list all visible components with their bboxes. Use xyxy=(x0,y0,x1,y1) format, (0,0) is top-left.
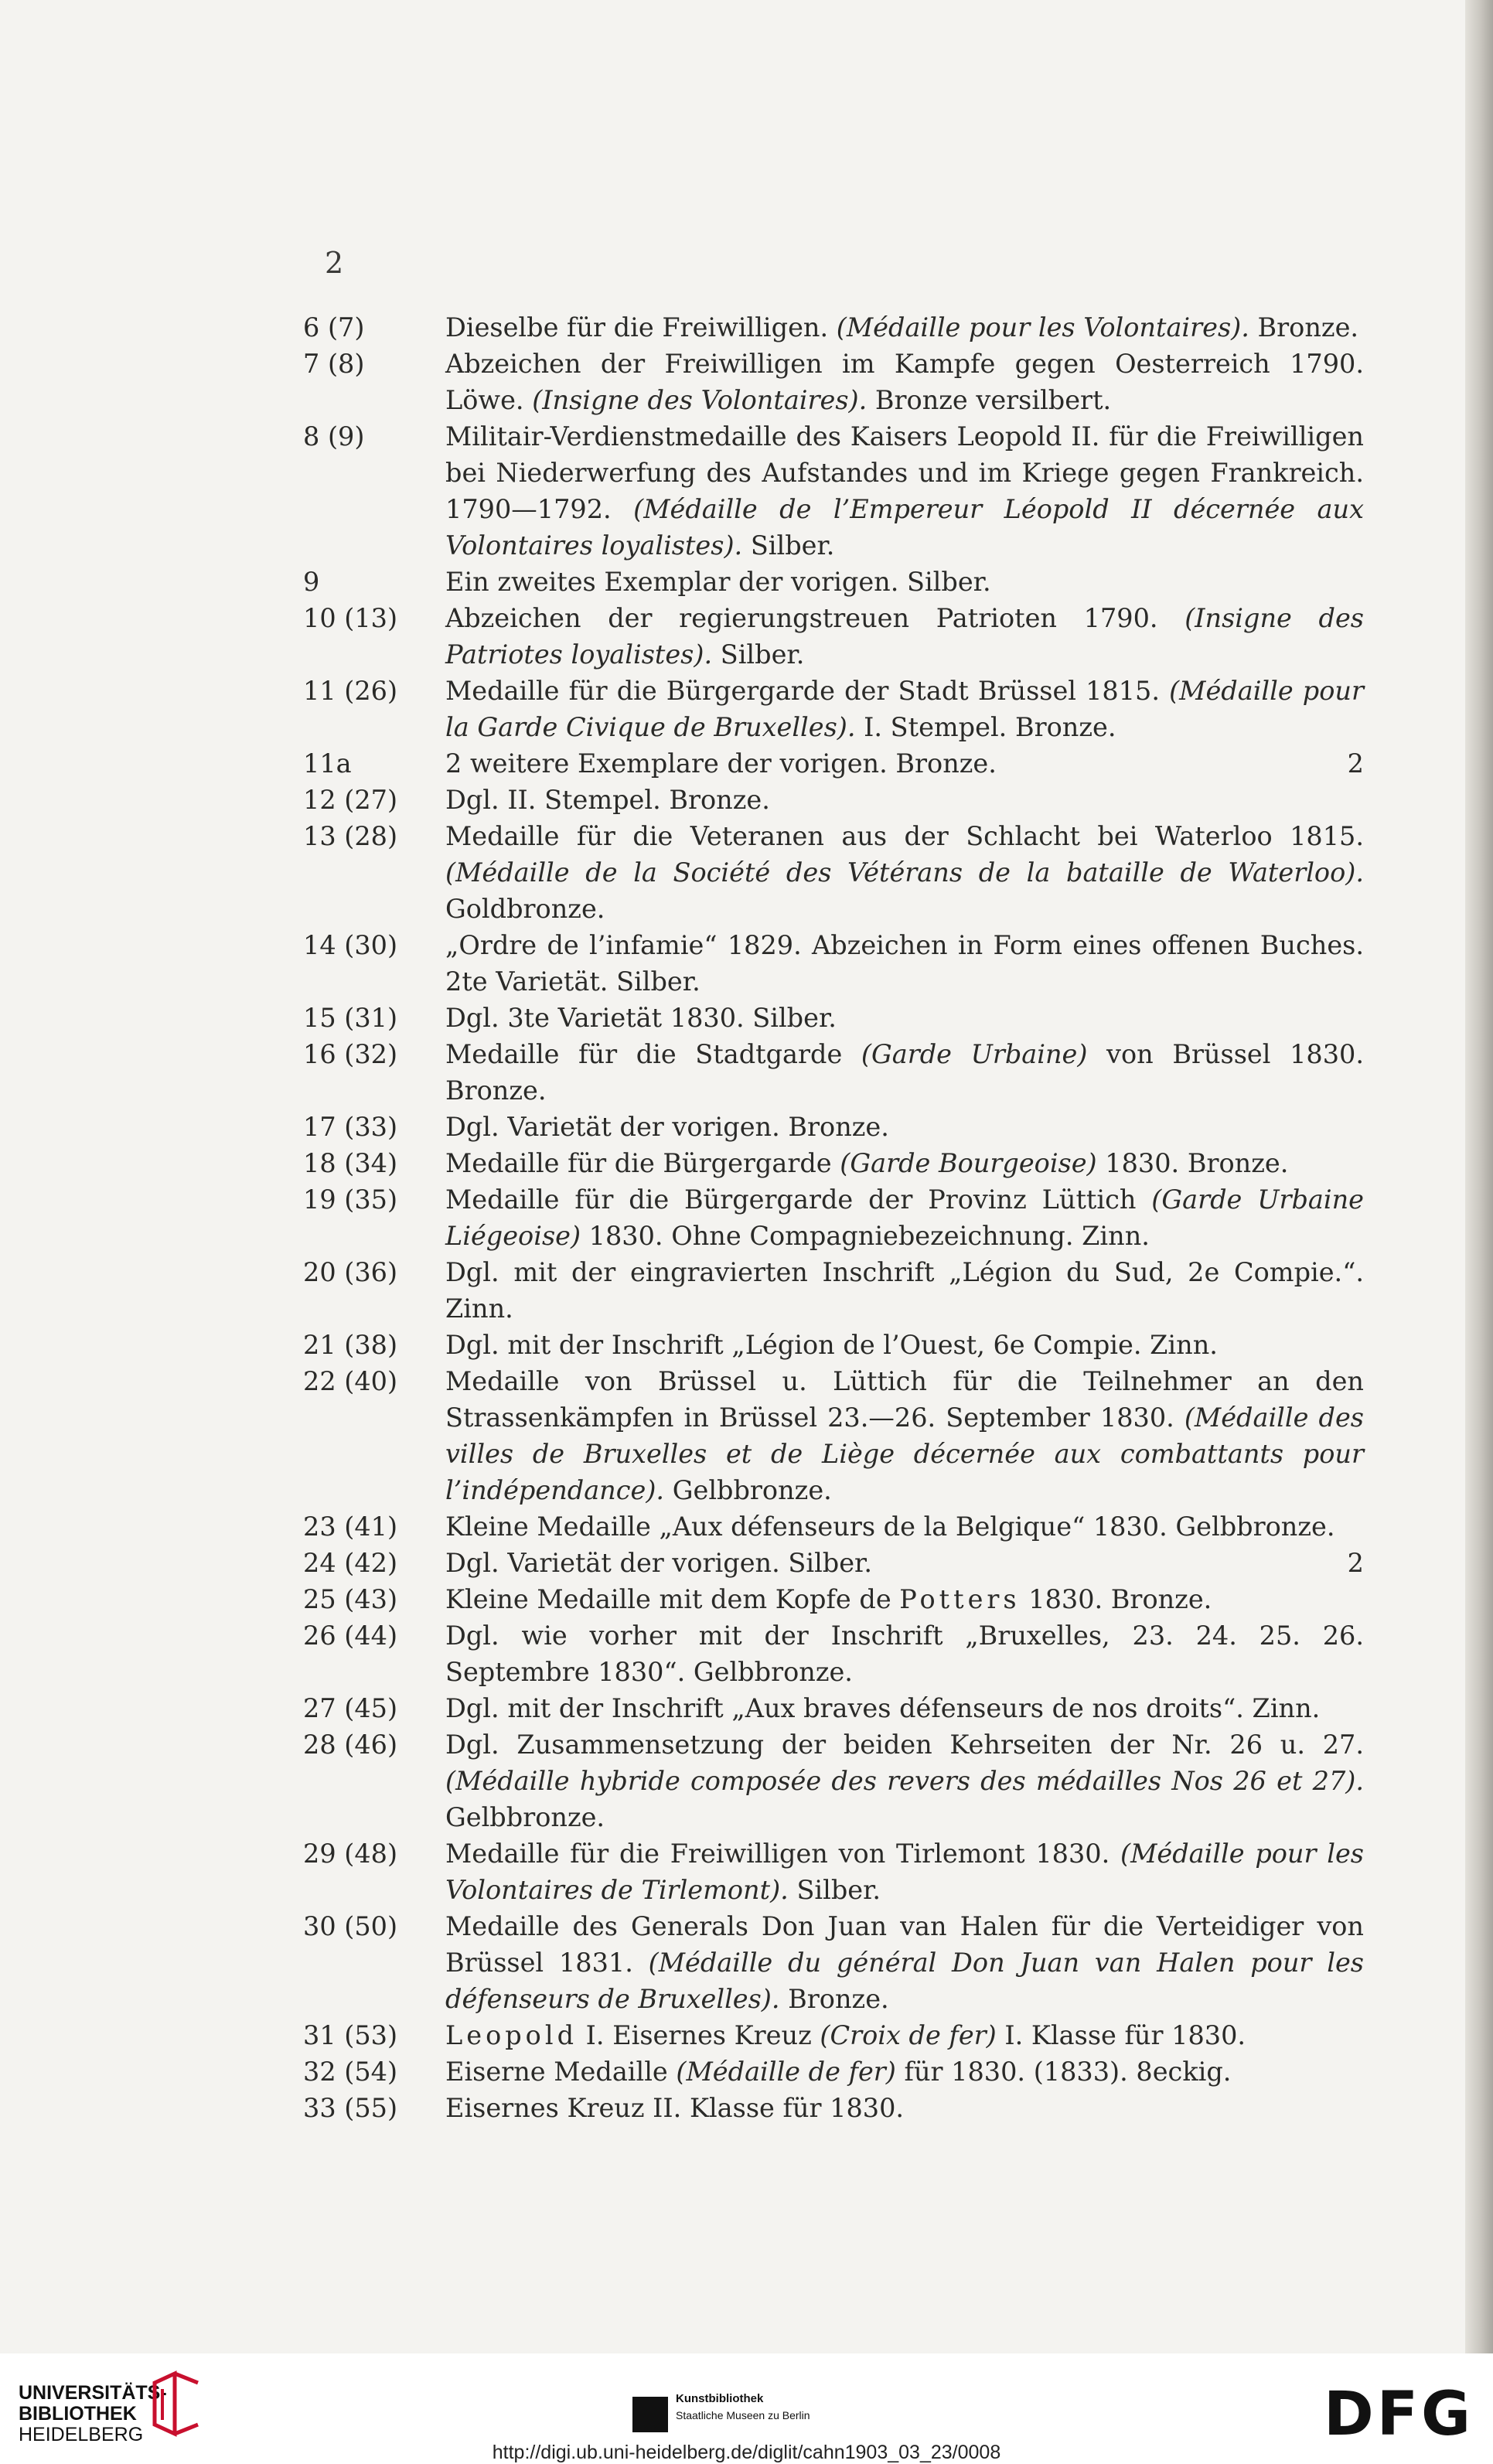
entry-text-part: Eiserne Medaille xyxy=(445,2057,677,2087)
catalogue-entry xyxy=(0,1254,1493,1327)
entry-number: 19 (35) xyxy=(303,1184,398,1215)
entry-text xyxy=(445,1036,1364,1109)
entry-french-title: (Médaille de la Société des Vétérans de la bataille de Waterloo). xyxy=(445,857,1364,888)
entry-text-part: Potters xyxy=(899,1584,1021,1614)
catalogue-entry xyxy=(0,673,1493,745)
entry-text-part: „Ordre de l’infamie“ 1829. Abzeichen in Form eines offenen Buches. 2te Varietät. Silber. xyxy=(445,930,1364,997)
entry-number: 24 (42) xyxy=(303,1548,398,1578)
entry-text-part: Gelbbronze. xyxy=(664,1475,832,1505)
catalogue-entry xyxy=(0,818,1493,927)
entry-text-part: Goldbronze. xyxy=(445,894,605,924)
entry-text-part: Dgl. Varietät der vorigen. Silber. xyxy=(445,1548,873,1578)
entry-text-part: 1830. Bronze. xyxy=(1096,1148,1289,1178)
catalogue-entry xyxy=(0,2053,1493,2090)
entry-text-part: I. Eisernes Kreuz xyxy=(578,2020,820,2050)
entry-number: 18 (34) xyxy=(303,1148,398,1178)
catalogue-entry xyxy=(0,1036,1493,1109)
entry-text-part: Medaille von Brüssel u. Lüttich für die Teilnehmer an den Strassenkämpfen in Brüssel 23.—26. September 1830. xyxy=(445,1366,1364,1433)
entry-number: 28 (46) xyxy=(303,1730,398,1760)
entry-number: 29 (48) xyxy=(303,1839,398,1869)
kunstbibliothek-logo xyxy=(632,2389,864,2435)
entry-french-title: (Médaille hybride composée des revers des médailles Nos 26 et 27). xyxy=(445,1766,1364,1796)
catalogue-entry xyxy=(0,1327,1493,1363)
entry-text xyxy=(445,1109,1364,1145)
entry-text xyxy=(445,2090,1364,2126)
entry-text-part: Dgl. 3te Varietät 1830. Silber. xyxy=(445,1003,837,1033)
catalogue-entry xyxy=(0,927,1493,1000)
entry-text-part: Medaille des Generals Don Juan van Halen für die Verteidiger von Brüssel 1831. xyxy=(445,1911,1364,1978)
entry-text-part: Dgl. mit der eingravierten Inschrift „Légion du Sud, 2e Compie.“. Zinn. xyxy=(445,1257,1364,1324)
entry-text xyxy=(445,1145,1364,1181)
catalogue-entry xyxy=(0,309,1493,346)
catalogue-entry xyxy=(0,2017,1493,2053)
entry-text-part: Dgl. Varietät der vorigen. Bronze. xyxy=(445,1112,889,1142)
entry-text xyxy=(445,1581,1364,1617)
catalogue-entry xyxy=(0,745,1493,782)
entry-text xyxy=(445,1000,1364,1036)
entry-text-part: Leopold xyxy=(445,2020,578,2050)
entry-number: 13 (28) xyxy=(303,821,398,851)
entry-number: 12 (27) xyxy=(303,785,398,815)
entry-french-title: (Garde Bourgeoise) xyxy=(840,1148,1097,1178)
catalogue-entry xyxy=(0,1145,1493,1181)
entry-text-part: 2 weitere Exemplare der vorigen. Bronze. xyxy=(445,748,997,779)
entry-text xyxy=(445,927,1364,1000)
entry-french-title: (Médaille du général Don Juan van Halen pour les défenseurs de Bruxelles). xyxy=(445,1948,1364,2014)
entry-text xyxy=(445,1363,1364,1508)
catalogue-entry xyxy=(0,2090,1493,2126)
catalogue-entry xyxy=(0,346,1493,418)
entry-text xyxy=(445,1690,1364,1726)
entry-text-part: Medaille für die Stadtgarde xyxy=(445,1039,861,1069)
library-line-3: HEIDELBERG xyxy=(19,2424,144,2445)
page-number: 2 xyxy=(325,246,344,280)
entry-text xyxy=(445,346,1364,418)
catalogue-entry xyxy=(0,782,1493,818)
entry-number: 27 (45) xyxy=(303,1693,398,1723)
entry-text-part: 1830. Bronze. xyxy=(1020,1584,1212,1614)
entry-text xyxy=(445,564,1364,600)
entry-number: 26 (44) xyxy=(303,1621,398,1651)
entry-french-title: (Médaille pour la Garde Civique de Bruxelles). xyxy=(445,676,1364,742)
entry-text xyxy=(445,1545,1364,1581)
entry-number: 33 (55) xyxy=(303,2093,398,2123)
catalogue-entry xyxy=(0,1000,1493,1036)
entry-text xyxy=(445,1908,1364,2017)
entry-number: 20 (36) xyxy=(303,1257,398,1287)
catalogue-entry xyxy=(0,1109,1493,1145)
catalogue-entry xyxy=(0,1508,1493,1545)
entry-number: 17 (33) xyxy=(303,1112,398,1142)
entry-text-part: Dgl. mit der Inschrift „Aux braves défenseurs de nos droits“. Zinn. xyxy=(445,1693,1321,1723)
entry-french-title: (Insigne des Patriotes loyalistes). xyxy=(445,603,1364,670)
entry-text xyxy=(445,673,1364,745)
entry-text xyxy=(445,1327,1364,1363)
entry-text-part: Eisernes Kreuz II. Klasse für 1830. xyxy=(445,2093,905,2123)
entry-text xyxy=(445,745,1364,782)
catalogue-entry xyxy=(0,1726,1493,1835)
entry-number: 9 xyxy=(303,567,320,597)
entry-french-title: (Garde Urbaine) xyxy=(861,1039,1088,1069)
entry-number: 8 (9) xyxy=(303,421,365,452)
entry-number: 22 (40) xyxy=(303,1366,398,1396)
entry-text xyxy=(445,782,1364,818)
catalogue-entry xyxy=(0,1690,1493,1726)
library-line-2: BIBLIOTHEK xyxy=(19,2403,137,2425)
entry-text-part: Gelbbronze. xyxy=(445,1802,605,1832)
entry-text xyxy=(445,309,1364,346)
entry-number: 25 (43) xyxy=(303,1584,398,1614)
entry-text-part: Medaille für die Bürgergarde der Stadt Brüssel 1815. xyxy=(445,676,1170,706)
entry-text-part: Dgl. II. Stempel. Bronze. xyxy=(445,785,770,815)
catalogue-entry xyxy=(0,564,1493,600)
source-url-link[interactable]: http://digi.ub.uni-heidelberg.de/diglit/cahn1903_03_23/0008 xyxy=(492,2442,1001,2463)
dfg-logo: DFG xyxy=(1324,2380,1474,2449)
kunstbibliothek-square-icon xyxy=(632,2397,668,2432)
entry-text-part: Militair-Verdienstmedaille des Kaisers Leopold II. für die Freiwilligen bei Niederwerfung des Aufstandes und im Kriege gegen Frankreich. 1790—1792. xyxy=(445,421,1364,524)
entry-number: 32 (54) xyxy=(303,2057,398,2087)
catalogue-entries xyxy=(0,309,1493,2126)
entry-number: 21 (38) xyxy=(303,1330,398,1360)
entry-text xyxy=(445,1254,1364,1327)
entry-text-part: Bronze. xyxy=(1249,312,1359,343)
catalogue-entry xyxy=(0,600,1493,673)
entry-text xyxy=(445,1181,1364,1254)
catalogue-entry xyxy=(0,1181,1493,1254)
entry-text xyxy=(445,818,1364,927)
entry-count: 2 xyxy=(1347,748,1364,779)
entry-french-title: (Médaille pour les Volontaires de Tirlemont). xyxy=(445,1839,1364,1905)
catalogue-entry xyxy=(0,1617,1493,1690)
entry-french-title: (Croix de fer) xyxy=(820,2020,997,2050)
entry-text xyxy=(445,1726,1364,1835)
entry-french-title: (Insigne des Volontaires). xyxy=(532,385,868,415)
catalogue-entry xyxy=(0,1908,1493,2017)
entry-french-title: (Médaille de l’Empereur Léopold II décernée aux Volontaires loyalistes). xyxy=(445,494,1364,561)
entry-text-part: Bronze versilbert. xyxy=(867,385,1112,415)
catalogue-entry xyxy=(0,1545,1493,1581)
entry-number: 7 (8) xyxy=(303,349,365,379)
entry-text-part: Ein zweites Exemplar der vorigen. Silber. xyxy=(445,567,991,597)
entry-text-part: Bronze. xyxy=(779,1984,889,2014)
kunstbibliothek-name: Kunstbibliothek xyxy=(676,2392,764,2405)
entry-text-part: Medaille für die Freiwilligen von Tirlemont 1830. xyxy=(445,1839,1120,1869)
entry-text-part: Silber. xyxy=(742,530,835,561)
entry-text-part: Dieselbe für die Freiwilligen. xyxy=(445,312,837,343)
entry-text-part: Dgl. mit der Inschrift „Légion de l’Ouest, 6e Compie. Zinn. xyxy=(445,1330,1218,1360)
entry-text-part: Kleine Medaille „Aux défenseurs de la Belgique“ 1830. Gelbbronze. xyxy=(445,1511,1335,1542)
entry-text-part: 1830. Ohne Compagniebezeichnung. Zinn. xyxy=(581,1221,1150,1251)
entry-text-part: Dgl. Zusammensetzung der beiden Kehrseiten der Nr. 26 u. 27. xyxy=(445,1730,1364,1760)
entry-number: 11 (26) xyxy=(303,676,398,706)
catalogue-entry xyxy=(0,1363,1493,1508)
entry-number: 23 (41) xyxy=(303,1511,398,1542)
entry-text-part: Medaille für die Veteranen aus der Schlacht bei Waterloo 1815. xyxy=(445,821,1364,851)
entry-number: 14 (30) xyxy=(303,930,398,960)
entry-text xyxy=(445,600,1364,673)
entry-number: 16 (32) xyxy=(303,1039,398,1069)
entry-french-title: (Garde Urbaine Liégeoise) xyxy=(445,1184,1364,1251)
entry-count: 2 xyxy=(1347,1548,1364,1578)
entry-number: 30 (50) xyxy=(303,1911,398,1941)
entry-french-title: (Médaille de fer) xyxy=(676,2057,896,2087)
entry-text-part: Silber. xyxy=(788,1875,881,1905)
entry-text-part: Medaille für die Bürgergarde xyxy=(445,1148,840,1178)
catalogue-entry xyxy=(0,1835,1493,1908)
entry-text-part: Silber. xyxy=(712,639,805,670)
entry-text xyxy=(445,2053,1364,2090)
entry-text-part: Dgl. wie vorher mit der Inschrift „Bruxelles, 23. 24. 25. 26. Septembre 1830“. Gelbbronze. xyxy=(445,1621,1364,1687)
entry-number: 31 (53) xyxy=(303,2020,398,2050)
entry-text xyxy=(445,1617,1364,1690)
entry-text xyxy=(445,1508,1364,1545)
entry-text-part: Abzeichen der regierungstreuen Patrioten 1790. xyxy=(445,603,1185,633)
catalogue-entry xyxy=(0,1581,1493,1617)
entry-text xyxy=(445,1835,1364,1908)
entry-text-part: von Brüssel 1830. Bronze. xyxy=(445,1039,1364,1106)
kunstbibliothek-subtitle: Staatliche Museen zu Berlin xyxy=(676,2409,810,2421)
entry-text-part: für 1830. (1833). 8eckig. xyxy=(895,2057,1232,2087)
entry-text xyxy=(445,2017,1364,2053)
entry-number: 15 (31) xyxy=(303,1003,398,1033)
entry-text xyxy=(445,418,1364,564)
entry-text-part: I. Klasse für 1830. xyxy=(996,2020,1246,2050)
footer-bar xyxy=(0,2353,1493,2463)
entry-number: 10 (13) xyxy=(303,603,398,633)
entry-text-part: Abzeichen der Freiwilligen im Kampfe gegen Oesterreich 1790. Löwe. xyxy=(445,349,1364,415)
library-line-1: UNIVERSITÄTS- xyxy=(19,2382,167,2404)
entry-text-part: Kleine Medaille mit dem Kopfe de xyxy=(445,1584,900,1614)
entry-french-title: (Médaille des villes de Bruxelles et de Liège décernée aux combattants pour l’indépendance). xyxy=(445,1402,1364,1505)
entry-number: 11a xyxy=(303,748,352,779)
catalogue-entry xyxy=(0,418,1493,564)
entry-text-part: I. Stempel. Bronze. xyxy=(855,712,1116,742)
entry-french-title: (Médaille pour les Volontaires). xyxy=(836,312,1249,343)
entry-text-part: Medaille für die Bürgergarde der Provinz Lüttich xyxy=(445,1184,1152,1215)
university-logo-icon xyxy=(144,2369,207,2440)
entry-number: 6 (7) xyxy=(303,312,365,343)
